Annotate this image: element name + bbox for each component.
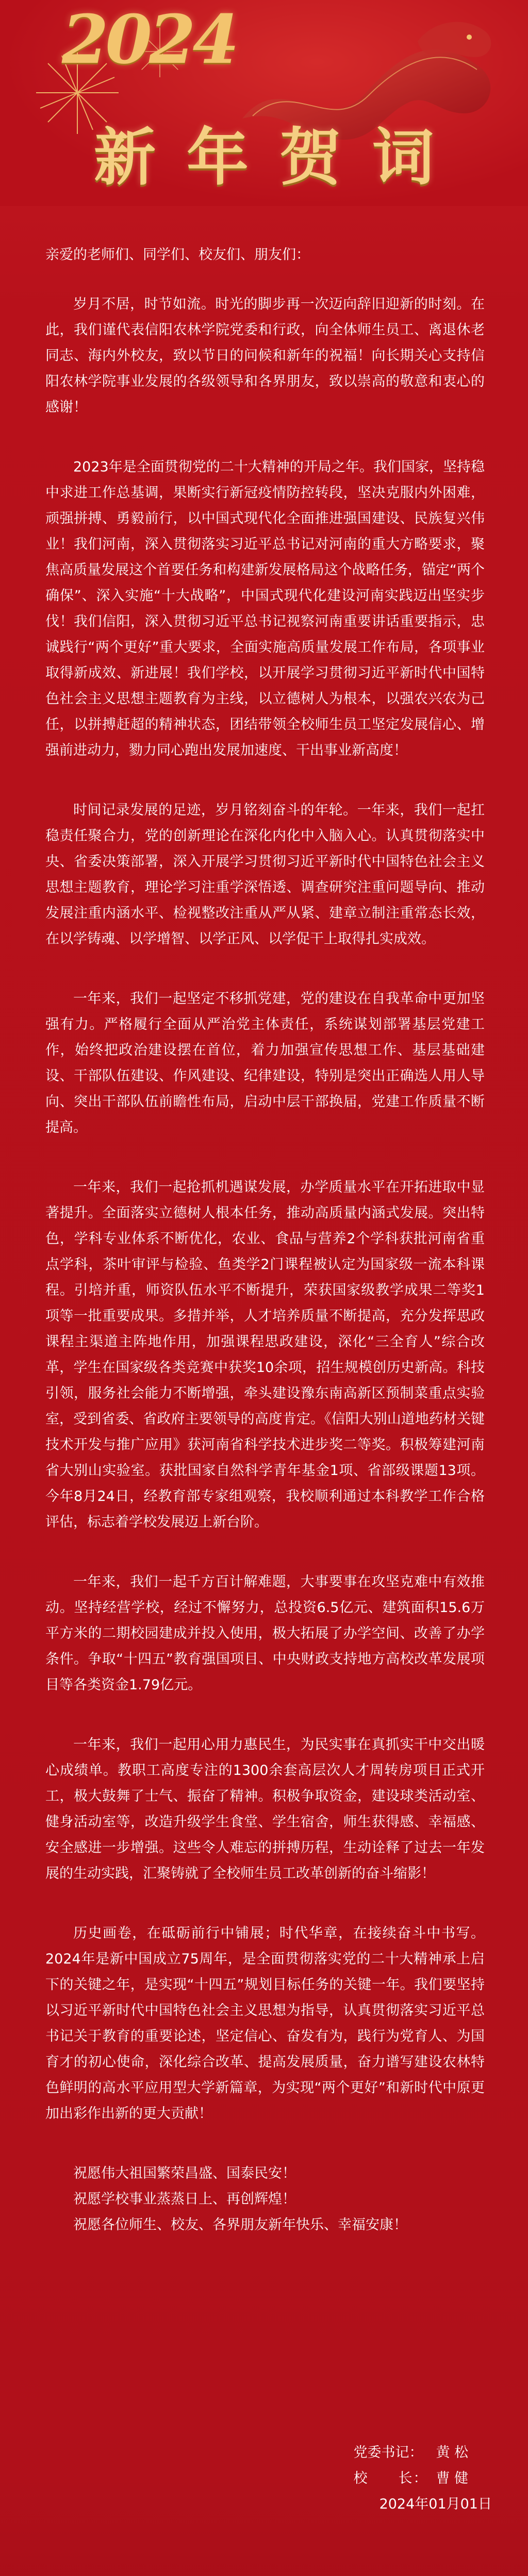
paragraph: 一年来，我们一起抢抓机遇谋发展，办学质量水平在开拓进取中显著提升。全面落实立德树人根本任务，推动高质量内涵式发展。突出特色，学科专业体系不断优化，农业、食品与营养2个学科获批河南省重点学科，茶叶审评与检验、鱼类学2门课程被认定为国家级一流本科课程。引培并重，师资队伍水平不断提升，荣获国家级教学成果二等奖1项等一批重要成果。多措并举，人才培养质量不断提高，充分发挥思政课程主渠道主阵地作用，加强课程思政建设，深化“三全育人”综合改革，学生在国家级各类竞赛中获奖10余项，招生规模创历史新高。科技引领，服务社会能力不断增强，牵头建设豫东南高新区预制菜重点实验室，受到省委、省政府主要领导的高度肯定。《信阳大别山道地药材关键技术开发与推广应用》获河南省科学技术进步奖二等奖。积极筹建河南省大别山实验室。获批国家自然科学青年基金1项、省部级课题13项。今年8月24日，经教育部专家组观察，我校顺利通过本科教学工作合格评估，标志着学校发展迈上新台阶。 xyxy=(45,1179,485,1530)
president-label: 校 长： xyxy=(353,2470,428,2486)
wish-line: 祝愿伟大祖国繁荣昌盛、国泰民安！ xyxy=(73,2165,296,2181)
secretary-label: 党委书记： xyxy=(353,2445,423,2461)
paragraph: 历史画卷，在砥砺前行中铺展；时代华章，在接续奋斗中书写。2024年是新中国成立75周年，是全面贯彻落实党的二十大精神承上启下的关键之年，是实现“十四五”规划目标任务的关键一年。我们要坚持以习近平新时代中国特色社会主义思想为指导，认真贯彻落实习近平总书记关于教育的重要论述，坚定信心、奋发有为，践行为党育人、为国育才的初心使命，深化综合改革、提高发展质量，奋力谱写建设农林特色鲜明的高水平应用型大学新篇章，为实现“两个更好”和新时代中原更加出彩作出新的更大贡献！ xyxy=(45,1925,485,2122)
year-heading: 2024 xyxy=(62,0,236,79)
signature-block xyxy=(354,2440,492,2517)
wish-line: 祝愿各位师生、校友、各界朋友新年快乐、幸福安康！ xyxy=(73,2217,407,2233)
secretary-name: 黄 松 xyxy=(436,2445,469,2461)
paragraph: 一年来，我们一起用心用力惠民生，为民实事在真抓实干中交出暖心成绩单。教职工高度专注的1300余套高层次人才周转房项目正式开工，极大鼓舞了士气、振奋了精神。积极争取资金，建设球类活动室、健身活动室等，改造升级学生食堂、学生宿舍，师生获得感、幸福感、安全感进一步增强。这些令人难忘的拼搏历程，生动诠释了过去一年发展的生动实践，汇聚铸就了全校师生员工改革创新的奋斗缩影！ xyxy=(45,1737,485,1882)
paragraph: 2023年是全面贯彻党的二十大精神的开局之年。我们国家，坚持稳中求进工作总基调，果断实行新冠疫情防控转段，坚决克服内外困难，顽强拼搏、勇毅前行，以中国式现代化全面推进强国建设、民族复兴伟业！我们河南，深入贯彻落实习近平总书记对河南的重大方略要求，聚焦高质量发展这个首要任务和构建新发展格局这个战略任务，锚定“两个确保”、深入实施“十大战略”，中国式现代化建设河南实践迈出坚实步伐！我们信阳，深入贯彻习近平总书记视察河南重要讲话重要指示，忠诚践行“两个更好”重大要求，全面实施高质量发展工作布局，各项事业取得新成效、新进展！我们学校，以开展学习贯彻习近平新时代中国特色社会主义思想主题教育为主线，以立德树人为根本，以强农兴农为己任，以拼搏赶超的精神状态，团结带领全校师生员工坚定发展信心、增强前进动力，勠力同心跑出发展加速度、干出事业新高度！ xyxy=(45,459,485,758)
wishes xyxy=(45,2161,485,2238)
paragraph: 一年来，我们一起坚定不移抓党建，党的建设在自我革命中更加坚强有力。严格履行全面从严治党主体责任，系统谋划部署基层党建工作，始终把政治建设摆在首位，着力加强宣传思想工作、基层基础建设、干部队伍建设、作风建设、纪律建设，特别是突出正确选人用人导向、突出干部队伍前瞻性布局，启动中层干部换届，党建工作质量不断提高。 xyxy=(45,991,485,1136)
letter-body xyxy=(45,242,485,2238)
paragraph: 时间记录发展的足迹，岁月铭刻奋斗的年轮。一年来，我们一起扛稳责任聚合力，党的创新理论在深化内化中入脑入心。认真贯彻落实中央、省委决策部署，深入开展学习贯彻习近平新时代中国特色社会主义思想主题教育，理论学习注重学深悟透、调查研究注重问题导向、推动发展注重内涵水平、检视整改注重从严从紧、建章立制注重常态长效，在以学铸魂、以学增智、以学正风、以学促干上取得扎实成效。 xyxy=(45,802,485,947)
signature-president xyxy=(354,2466,492,2492)
header-banner xyxy=(0,0,528,206)
greeting: 亲爱的老师们、同学们、校友们、朋友们： xyxy=(45,247,310,263)
paragraph: 一年来，我们一起千方百计解难题，大事要事在攻坚克难中有效推动。坚持经营学校，经过不懈努力，总投资6.5亿元、建筑面积15.6万平方米的二期校园建成并投入使用，极大拓展了办学空间、改善了办学条件。争取“十四五”教育强国项目、中央财政支持地方高校改革发展项目等各类资金1.79亿元。 xyxy=(45,1574,485,1693)
page-title: 新年贺词 xyxy=(94,121,465,194)
wish-line: 祝愿学校事业蒸蒸日上、再创辉煌！ xyxy=(73,2191,296,2207)
paragraph: 岁月不居，时节如流。时光的脚步再一次迈向辞旧迎新的时刻。在此，我们谨代表信阳农林学院党委和行政，向全体师生员工、离退休老同志、海内外校友，致以节日的问候和新年的祝福！向长期关心支持信阳农林学院事业发展的各级领导和各界朋友，致以崇高的敬意和衷心的感谢！ xyxy=(45,296,485,415)
president-name: 曹 健 xyxy=(436,2470,469,2486)
signature-secretary xyxy=(354,2440,492,2466)
signature-date: 2024年01月01日 xyxy=(379,2496,492,2512)
